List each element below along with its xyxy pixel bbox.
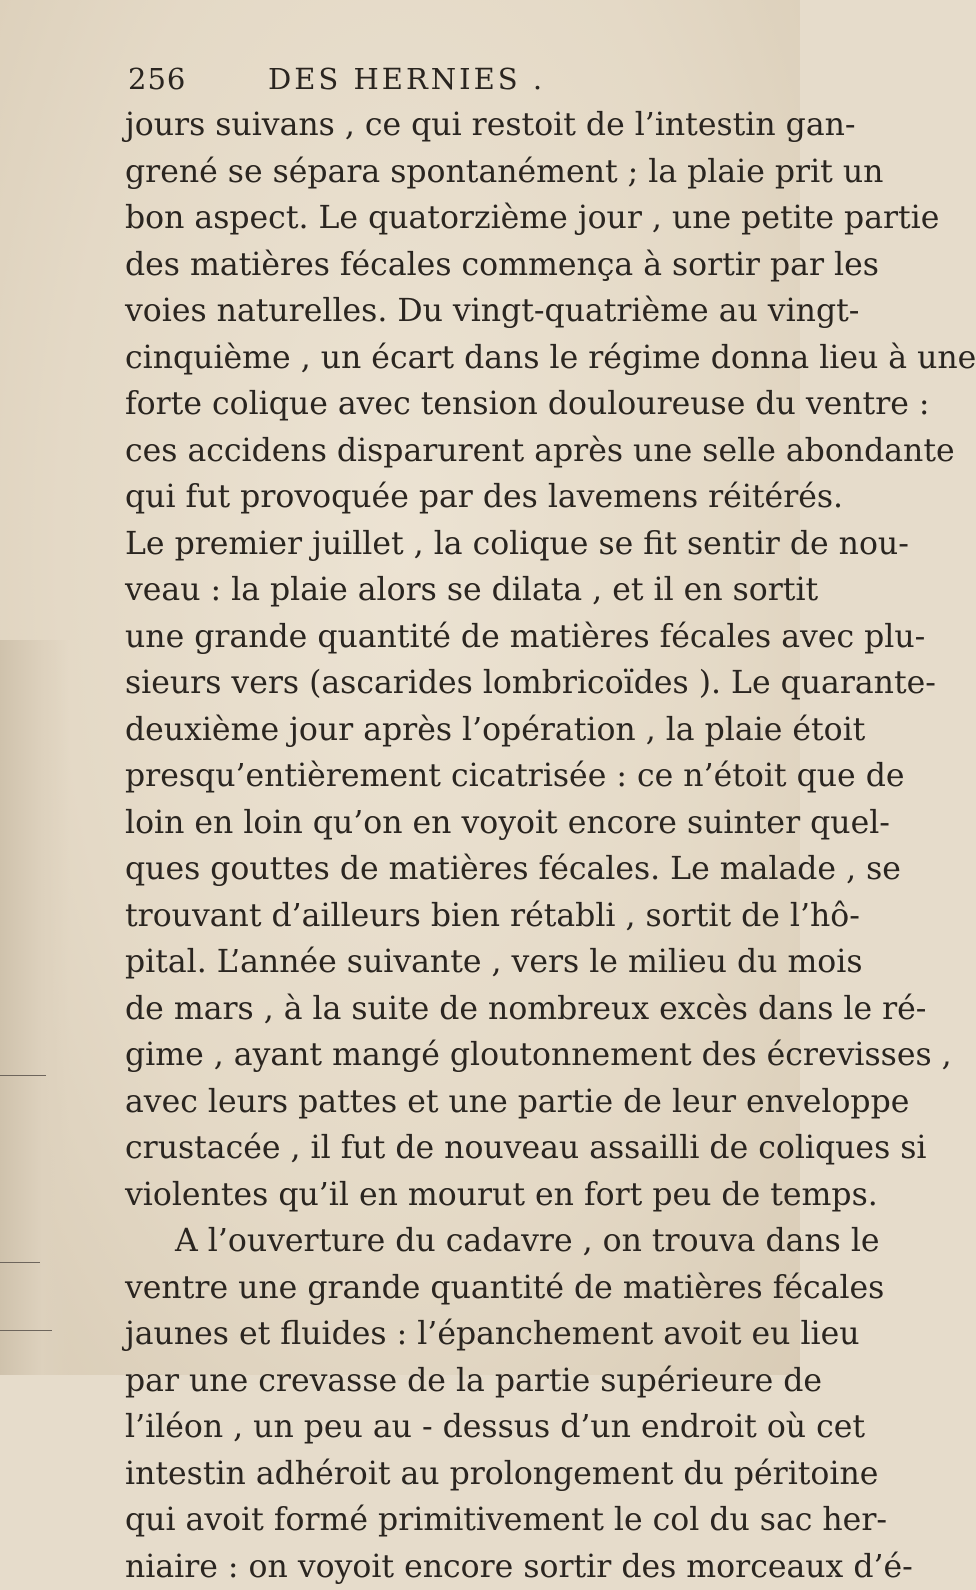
text-line: cinquième , un écart dans le régime donna lieu à une — [125, 335, 765, 382]
text-line: bon aspect. Le quatorzième jour , une petite partie — [125, 195, 765, 242]
edge-divider — [0, 1075, 46, 1076]
text-line: ces accidens disparurent après une selle abondante — [125, 428, 765, 475]
text-line: pital. L’année suivante , vers le milieu du mois — [125, 939, 765, 986]
edge-divider — [0, 1330, 52, 1331]
text-line: gime , ayant mangé gloutonnement des écrevisses , — [125, 1032, 765, 1079]
text-line: qui avoit formé primitivement le col du sac her- — [125, 1497, 765, 1544]
text-line: l’iléon , un peu au - dessus d’un endroit où cet — [125, 1404, 765, 1451]
text-line: intestin adhéroit au prolongement du péritoine — [125, 1451, 765, 1498]
text-line: avec leurs pattes et une partie de leur enveloppe — [125, 1079, 765, 1126]
text-line: Le premier juillet , la colique se fit sentir de nou- — [125, 521, 765, 568]
text-line: des matières fécales commença à sortir par les — [125, 242, 765, 289]
text-line: grené se sépara spontanément ; la plaie prit un — [125, 149, 765, 196]
page-left-edge-shadow — [0, 640, 70, 1375]
text-line: voies naturelles. Du vingt-quatrième au vingt- — [125, 288, 765, 335]
text-line: de mars , à la suite de nombreux excès dans le ré- — [125, 986, 765, 1033]
running-head: DES HERNIES . — [268, 62, 545, 96]
page-header — [128, 62, 688, 100]
text-line: trouvant d’ailleurs bien rétabli , sortit de l’hô- — [125, 893, 765, 940]
text-line: par une crevasse de la partie supérieure de — [125, 1358, 765, 1405]
text-line: veau : la plaie alors se dilata , et il en sortit — [125, 567, 765, 614]
text-line: ques gouttes de matières fécales. Le malade , se — [125, 846, 765, 893]
text-line: sieurs vers (ascarides lombricoïdes ). Le quarante- — [125, 660, 765, 707]
text-line: violentes qu’il en mourut en fort peu de temps. — [125, 1172, 765, 1219]
text-line: ventre une grande quantité de matières fécales — [125, 1265, 765, 1312]
edge-divider — [0, 1262, 40, 1263]
text-line: crustacée , il fut de nouveau assailli de coliques si — [125, 1125, 765, 1172]
text-line: presqu’entièrement cicatrisée : ce n’étoit que de — [125, 753, 765, 800]
page-number: 256 — [128, 62, 186, 96]
text-line: qui fut provoquée par des lavemens réitérés. — [125, 474, 765, 521]
body-text — [125, 102, 765, 1590]
text-line: jours suivans , ce qui restoit de l’intestin gan- — [125, 102, 765, 149]
text-line: jaunes et fluides : l’épanchement avoit eu lieu — [125, 1311, 765, 1358]
text-line: une grande quantité de matières fécales avec plu- — [125, 614, 765, 661]
text-line: A l’ouverture du cadavre , on trouva dans le — [125, 1218, 765, 1265]
text-line: forte colique avec tension douloureuse du ventre : — [125, 381, 765, 428]
text-line: niaire : on voyoit encore sortir des morceaux d’é- — [125, 1544, 765, 1590]
text-line: deuxième jour après l’opération , la plaie étoit — [125, 707, 765, 754]
text-line: loin en loin qu’on en voyoit encore suinter quel- — [125, 800, 765, 847]
